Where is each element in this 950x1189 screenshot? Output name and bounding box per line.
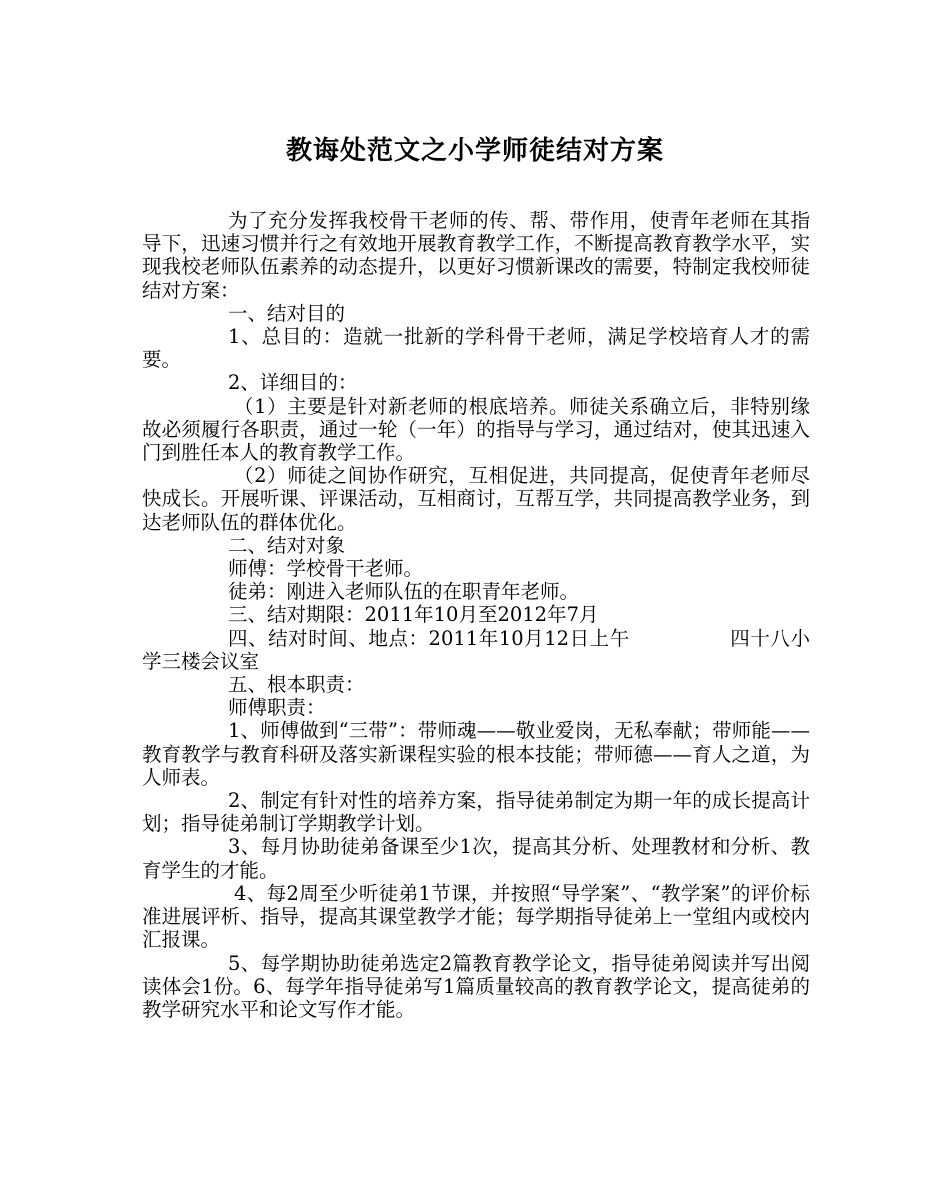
paragraph-mentor: 师傅：学校骨干老师。 <box>228 557 424 581</box>
paragraph-overall-goal: 1、总目的：造就一批新的学科骨干老师，满足学校培育人才的需要。 <box>142 325 810 372</box>
paragraph-detail-goal-2: （2）师徒之间协作研究，互相促进，共同提高，促使青年老师尽快成长。开展听课、评课活动，互相商讨，互帮互学，共同提高教学业务，到达老师队伍的群体优化。 <box>142 464 810 534</box>
location-text: 四十八小学三楼会议室 <box>142 626 810 673</box>
paragraph-duty-3: 3、每月协助徒弟备课至少1次，提高其分析、处理教材和分析、教育学生的才能。 <box>142 835 810 882</box>
heading-section-5: 五、根本职责： <box>228 673 365 697</box>
paragraph-duty-5-6: 5、每学期协助徒弟选定2篇教育教学论文，指导徒弟阅读并写出阅读体会1份。6、每学年指导徒弟写1篇质量较高的教育教学论文，提高徒弟的教学研究水平和论文写作才能。 <box>142 951 810 1021</box>
paragraph-detail-goal-1: （1）主要是针对新老师的根底培养。师徒关系确立后，非特别缘故必须履行各职责，通过一轮（一年）的指导与学习，通过结对，使其迅速入门到胜任本人的教育教学工作。 <box>142 394 810 465</box>
heading-section-4 <box>142 627 810 673</box>
time-text: 四、结对时间、地点：2011年10月12日上午 <box>228 626 630 650</box>
document-title: 教诲处范文之小学师徒结对方案 <box>285 136 664 166</box>
paragraph-apprentice: 徒弟：刚进入老师队伍的在职青年老师。 <box>228 580 580 604</box>
document-body <box>142 209 810 1021</box>
paragraph-detail-goal-heading: 2、详细目的： <box>228 371 358 395</box>
paragraph-duty-2: 2、制定有针对性的培养方案，指导徒弟制定为期一年的成长提高计划；指导徒弟制订学期教学计划。 <box>142 789 810 836</box>
heading-section-3: 三、结对期限：2011年10月至2012年7月 <box>228 603 599 627</box>
heading-mentor-duties: 师傅职责： <box>228 696 326 720</box>
paragraph-duty-4: 4、每2周至少听徒弟1节课，并按照“导学案”、“教学案”的评价标准进展评析、指导，提高其课堂教学才能；每学期指导徒弟上一堂组内或校内汇报课。 <box>142 881 810 952</box>
paragraph-intro: 为了充分发挥我校骨干老师的传、帮、带作用，使青年老师在其指导下，迅速习惯并行之有效地开展教育教学工作，不断提高教育教学水平，实现我校老师队伍素养的动态提升，以更好习惯新课改的需要，特制定我校师徒结对方案： <box>142 209 810 302</box>
heading-section-1: 一、结对目的 <box>228 301 346 325</box>
heading-section-2: 二、结对对象 <box>228 533 346 557</box>
paragraph-duty-1: 1、师傅做到“三带”：带师魂——敬业爱岗，无私奉献；带师能——教育教学与教育科研及落实新课程实验的根本技能；带师德——育人之道，为人师表。 <box>142 719 810 789</box>
